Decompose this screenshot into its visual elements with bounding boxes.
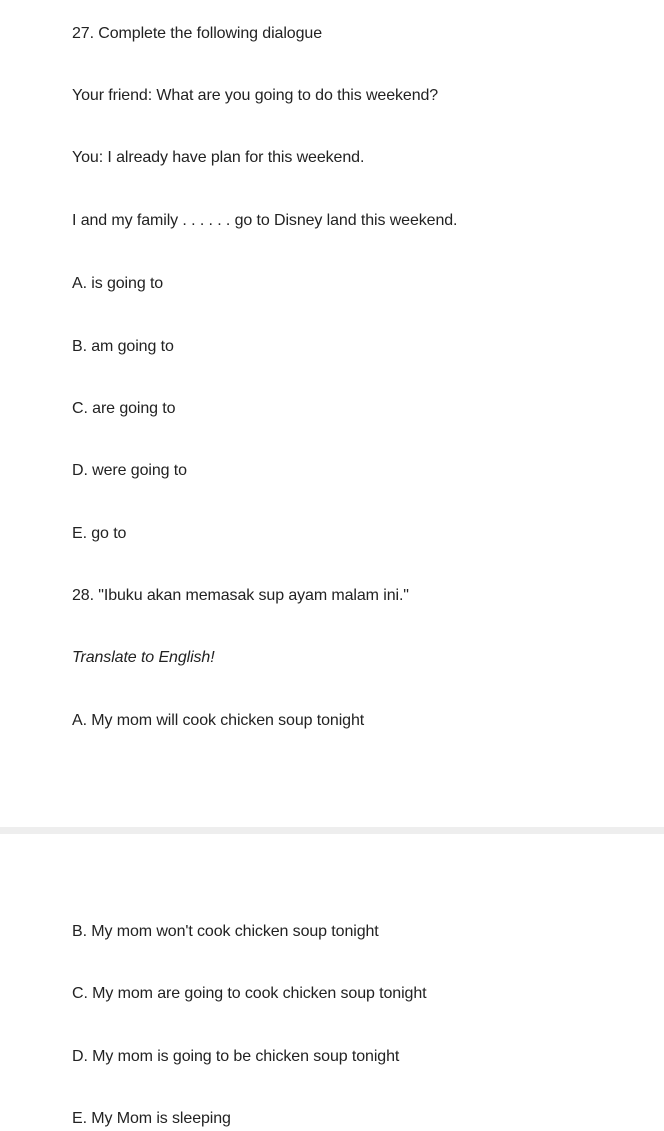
q27-option-c: C. are going to [72,400,176,417]
q28-option-c: C. My mom are going to cook chicken soup tonight [72,985,427,1002]
q28-option-e: E. My Mom is sleeping [72,1110,231,1127]
q27-option-e: E. go to [72,525,127,542]
question-28-instruction: Translate to English! [72,649,215,666]
page-divider [0,827,664,834]
question-28-title: 28. "Ibuku akan memasak sup ayam malam ini." [72,587,409,604]
q27-option-b: B. am going to [72,338,174,355]
dialogue-line-friend: Your friend: What are you going to do this weekend? [72,87,439,104]
q27-option-d: D. were going to [72,462,187,479]
question-27-title: 27. Complete the following dialogue [72,25,323,42]
q28-option-a: A. My mom will cook chicken soup tonight [72,712,365,729]
dialogue-line-you: You: I already have plan for this weekend. [72,149,365,166]
q28-option-d: D. My mom is going to be chicken soup tonight [72,1048,400,1065]
q28-option-b: B. My mom won't cook chicken soup tonight [72,923,379,940]
dialogue-line-blank: I and my family . . . . . . go to Disney land this weekend. [72,212,458,229]
q27-option-a: A. is going to [72,275,164,292]
